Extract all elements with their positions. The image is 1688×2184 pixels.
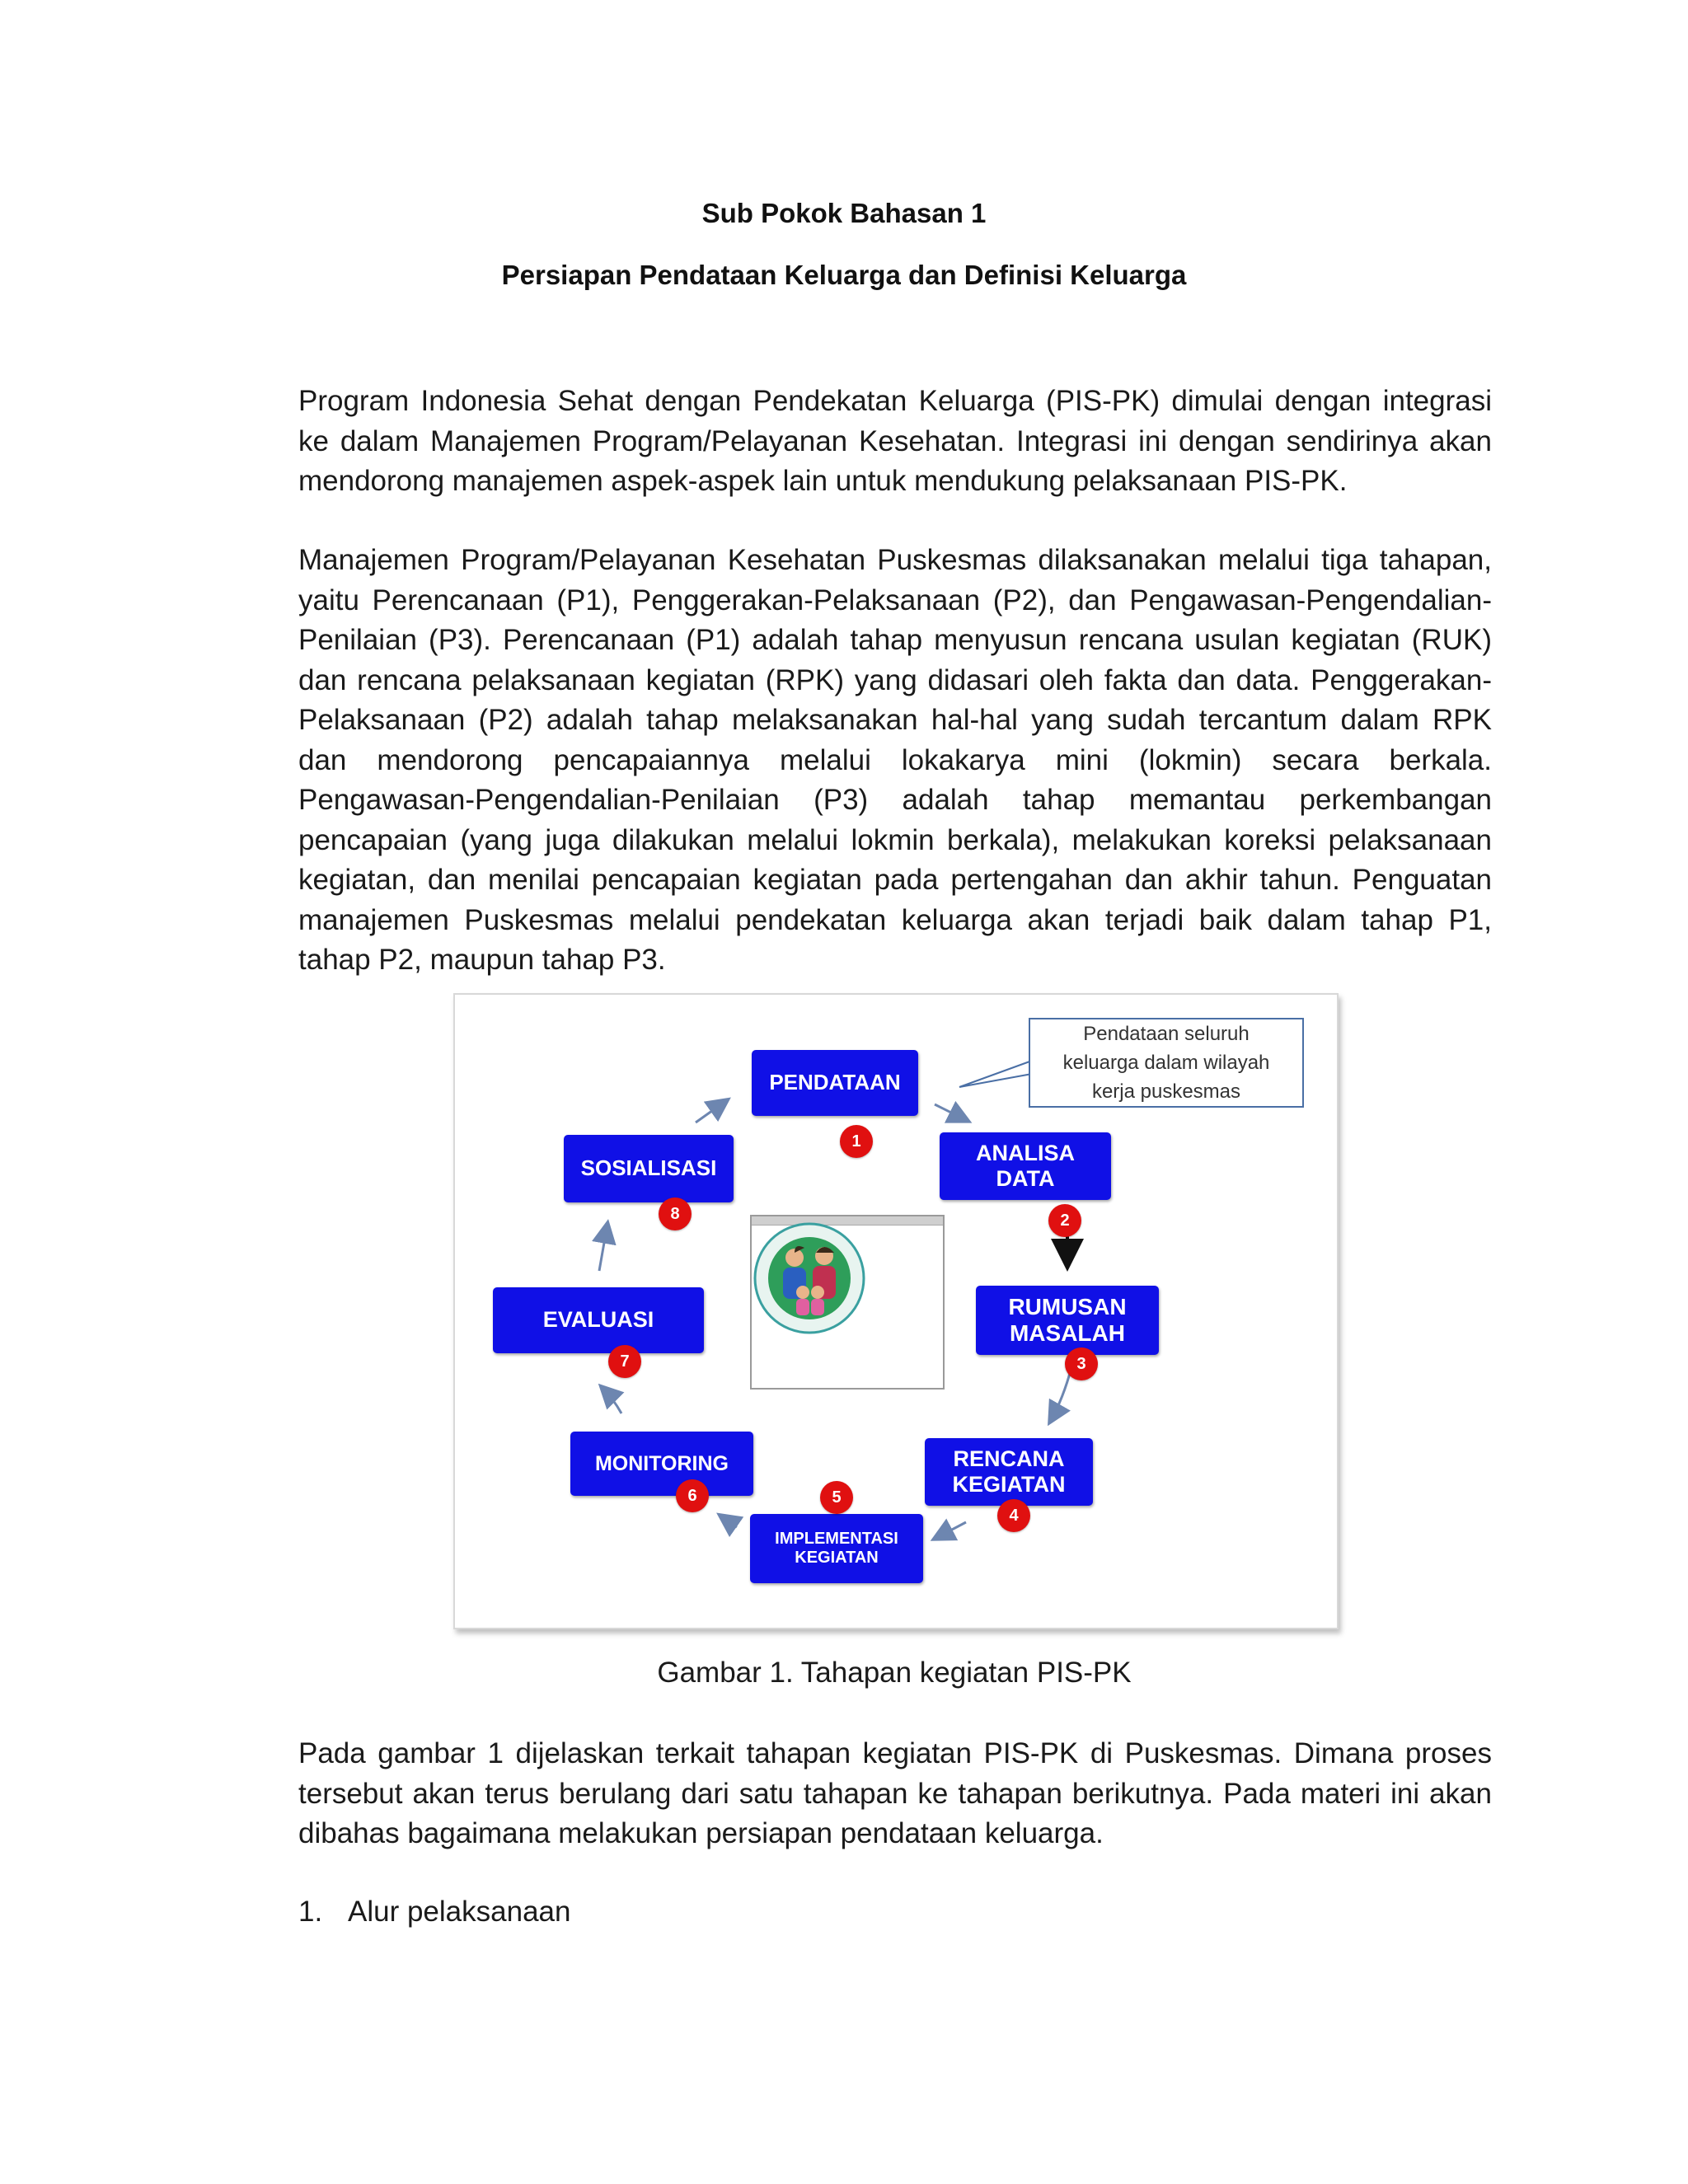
list-item-number: 1. bbox=[298, 1896, 323, 1928]
stage-number-5: 5 bbox=[820, 1481, 853, 1514]
callout-pointer bbox=[959, 1061, 1032, 1087]
stage-number-7: 7 bbox=[608, 1345, 641, 1378]
arrow-7-8 bbox=[599, 1224, 607, 1271]
explanation-paragraph: Pada gambar 1 dijelaskan terkait tahapan kegiatan PIS-PK di Puskesmas. Dimana proses tersebut akan terus berulang dari satu tahapan ke tahapan berikutnya. Pada materi ini akan dibahas bagaimana melakukan persiapan pendataan keluarga. bbox=[298, 1737, 1492, 1849]
stage-pendataan: PENDATAAN bbox=[752, 1050, 918, 1116]
stage-number-3: 3 bbox=[1065, 1347, 1098, 1380]
section-title: Persiapan Pendataan Keluarga dan Definisi Keluarga bbox=[501, 260, 1187, 290]
stage-number-4: 4 bbox=[997, 1499, 1030, 1532]
stage-number-8: 8 bbox=[659, 1197, 692, 1230]
section-heading: Sub Pokok Bahasan 1 bbox=[701, 198, 987, 228]
arrow-6-7 bbox=[602, 1387, 621, 1413]
stage-implementasi-kegiatan: IMPLEMENTASI KEGIATAN bbox=[750, 1514, 923, 1583]
stage-rumusan-masalah: RUMUSAN MASALAH bbox=[976, 1286, 1159, 1355]
arrow-5-6 bbox=[720, 1516, 737, 1527]
figure-caption: Gambar 1. Tahapan kegiatan PIS-PK bbox=[657, 1657, 1132, 1689]
stage-number-2: 2 bbox=[1048, 1204, 1081, 1237]
stage-monitoring: MONITORING bbox=[570, 1432, 753, 1496]
stage-analisa-data: ANALISA DATA bbox=[940, 1132, 1111, 1200]
pis-pk-cycle-figure bbox=[453, 993, 1339, 1629]
list-item-text: Alur pelaksanaan bbox=[348, 1896, 571, 1928]
arrow-4-5 bbox=[935, 1522, 966, 1539]
stage-sosialisasi: SOSIALISASI bbox=[564, 1135, 734, 1202]
intro-paragraph: Program Indonesia Sehat dengan Pendekatan Keluarga (PIS-PK) dimulai dengan integrasi ke dalam Manajemen Program/Pelayanan Kesehatan. Integrasi ini dengan sendirinya akan mendorong manajemen aspek-aspek lain untuk mendukung pelaksanaan PIS-PK. bbox=[298, 385, 1492, 497]
arrow-8-1 bbox=[696, 1100, 727, 1122]
family-logo-icon bbox=[752, 1216, 867, 1340]
management-paragraph: Manajemen Program/Pelayanan Kesehatan Puskesmas dilaksanakan melalui tiga tahapan, yaitu Perencanaan (P1), Penggerakan-Pelaksanaan (P2), dan Pengawasan-Pengendalian-Penilaian (P3). Perencanaan (P1) adalah tahap menyusun rencana usulan kegiatan (RUK) dan rencana pelaksanaan kegiatan (RPK) yang didasari oleh fakta dan data. Penggerakan-Pelaksanaan (P2) adalah tahap melaksanakan hal-hal yang sudah tercantum dalam RPK dan mendorong pencapaiannya melalui lokakarya mini (lokmin) secara berkala. Pengawasan-Pengendalian-Penilaian (P3) adalah tahap memantau perkembangan pencapaian (yang juga dilakukan melalui lokmin berkala), melakukan koreksi pelaksanaan kegiatan, dan menilai pencapaian kegiatan pada pertengahan dan akhir tahun. Penguatan manajemen Puskesmas melalui pendekatan keluarga akan terjadi baik dalam tahap P1, tahap P2, maupun tahap P3. bbox=[298, 544, 1492, 976]
numbered-list-item bbox=[298, 1896, 570, 1929]
stage-evaluasi: EVALUASI bbox=[493, 1287, 704, 1353]
center-logo-window bbox=[750, 1215, 945, 1390]
stage-number-6: 6 bbox=[676, 1479, 709, 1512]
callout-note: Pendataan seluruh keluarga dalam wilayah kerja puskesmas bbox=[1029, 1018, 1304, 1108]
arrow-1-2 bbox=[935, 1104, 968, 1121]
stage-rencana-kegiatan: RENCANA KEGIATAN bbox=[925, 1438, 1093, 1506]
stage-number-1: 1 bbox=[840, 1125, 873, 1158]
arrow-3-4 bbox=[1050, 1367, 1071, 1422]
